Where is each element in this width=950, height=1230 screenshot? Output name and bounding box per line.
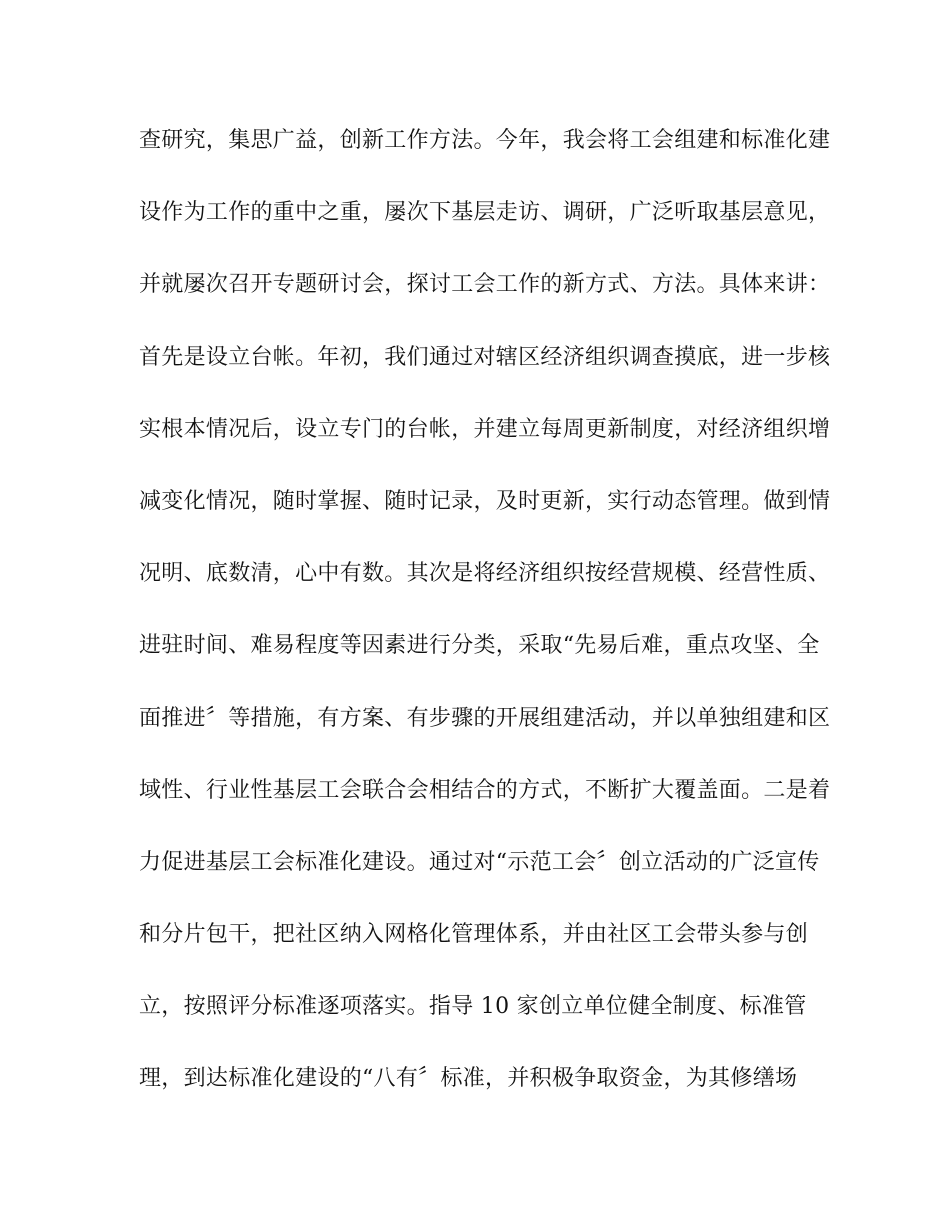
text-line: 和分片包干，把社区纳入网格化管理体系，并由社区工会带头参与创: [139, 922, 809, 948]
text-line: 减变化情况，随时掌握、随时记录，及时更新，实行动态管理。做到情: [139, 488, 831, 514]
text-line: 实根本情况后，设立专门的台帐，并建立每周更新制度，对经济组织增: [139, 416, 831, 442]
text-line: 并就屡次召开专题研讨会，探讨工会工作的新方式、方法。具体来讲：: [139, 272, 831, 298]
body-text: [139, 121, 829, 1132]
text-line: 况明、底数清，心中有数。其次是将经济组织按经营规模、经营性质、: [139, 561, 831, 587]
text-line: 面推进〞等措施，有方案、有步骤的开展组建活动，并以单独组建和区: [139, 705, 831, 731]
text-line: 域性、行业性基层工会联合会相结合的方式，不断扩大覆盖面。二是着: [139, 777, 831, 803]
text-line: 设作为工作的重中之重，屡次下基层走访、调研，广泛听取基层意见，: [139, 200, 831, 226]
text-line: 立，按照评分标准逐项落实。指导 10 家创立单位健全制度、标准管: [139, 994, 807, 1020]
text-line: 理，到达标准化建设的“八有〞标准，并积极争取资金，为其修缮场: [139, 1066, 798, 1092]
text-line: 查研究，集思广益，创新工作方法。今年，我会将工会组建和标准化建: [139, 128, 831, 153]
text-line: 首先是设立台帐。年初，我们通过对辖区经济组织调查摸底，进一步核: [139, 344, 831, 370]
text-line: 进驻时间、难易程度等因素进行分类，采取“先易后难，重点攻坚、全: [139, 633, 820, 659]
text-line: 力促进基层工会标准化建设。通过对“示范工会〞创立活动的广泛宣传: [139, 849, 820, 875]
